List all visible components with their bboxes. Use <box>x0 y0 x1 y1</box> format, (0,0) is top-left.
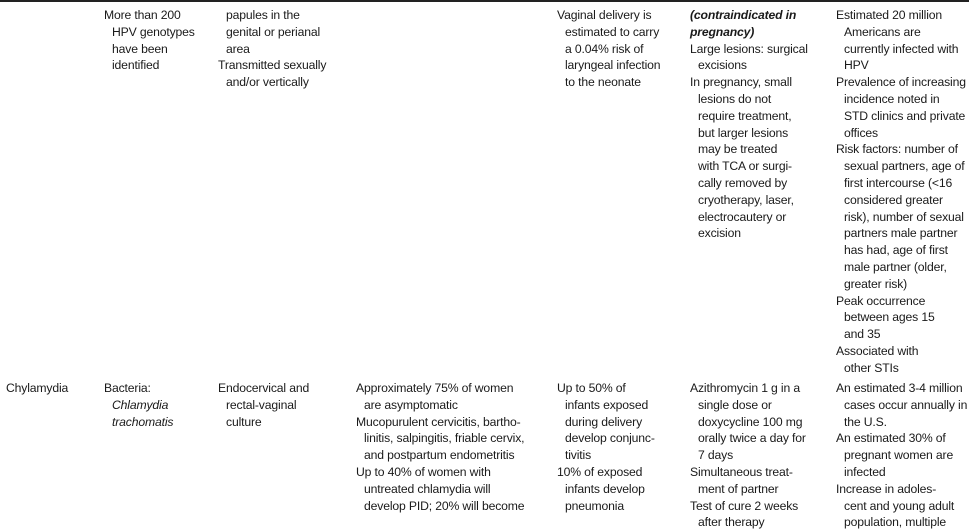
chlamydia-signs-cervicitis: Mucopurulent cervicitis, bartho- linitis, salpingitis, friable cervix, and postpartum endometritis <box>356 414 525 463</box>
chlamydia-signs-asymptomatic: Approximately 75% of women are asymptomatic <box>356 381 514 412</box>
chlamydia-epidemiology-cell <box>836 380 969 531</box>
chlamydia-organism-label: Bacteria: <box>104 381 151 395</box>
hpv-organism-cell <box>104 7 210 74</box>
chlamydia-signs-cell <box>356 380 552 514</box>
chlamydia-organism-cell <box>104 380 210 430</box>
chlamydia-epi-annual-cases: An estimated 3-4 million cases occur annually in the U.S. <box>836 381 968 429</box>
chlamydia-treatment-azithromycin: Azithromycin 1 g in a single dose or doxycycline 100 mg orally twice a day for 7 days <box>690 381 806 463</box>
chlamydia-disease-cell <box>6 380 96 397</box>
chlamydia-treatment-test-of-cure: Test of cure 2 weeks after therapy <box>690 498 799 530</box>
hpv-epi-associated: Associated with other STIs <box>836 343 919 375</box>
chlamydia-organism-name: Chlamydia trachomatis <box>112 397 174 429</box>
chlamydia-disease-name: Chylamydia <box>6 381 69 395</box>
chlamydia-epi-increase: Increase in adoles- cent and young adult population, multiple <box>836 481 955 530</box>
hpv-transmission-cell <box>218 7 348 91</box>
table-top-rule <box>0 0 969 2</box>
hpv-transmission-continued: papules in the genital or perianal area <box>226 8 321 56</box>
hpv-epi-peak: Peak occurrence between ages 15 and 35 <box>836 293 935 342</box>
chlamydia-neonatal-pneumonia: 10% of exposed infants develop pneumonia <box>557 464 645 513</box>
hpv-epi-prevalence: Prevalence of increasing incidence noted in STD clinics and private offices <box>836 75 966 140</box>
hpv-treatment-note: (contraindicated in pregnancy) <box>690 8 797 39</box>
chlamydia-neonatal-conjunctivitis: Up to 50% of infants exposed during delivery develop conjunc- tivitis <box>557 381 655 463</box>
chlamydia-signs-pid: Up to 40% of women with untreated chlamydia will develop PID; 20% will become <box>356 464 525 513</box>
hpv-treatment-pregnancy: In pregnancy, small lesions do not require treatment, but larger lesions may be treated with TCA or surgi- cally removed by cryotherapy, laser, electrocautery or excision <box>690 75 794 241</box>
hpv-treatment-cell <box>690 7 830 242</box>
hpv-transmission-text: Transmitted sexually and/or vertically <box>218 58 327 90</box>
chlamydia-epi-pregnant: An estimated 30% of pregnant women are infected <box>836 431 954 479</box>
hpv-organism-text: More than 200 HPV genotypes have been identified <box>104 8 195 73</box>
chlamydia-treatment-partner: Simultaneous treat- ment of partner <box>690 464 793 496</box>
hpv-epidemiology-cell <box>836 7 969 377</box>
hpv-epi-risk-factors: Risk factors: number of sexual partners, age of first intercourse (<16 considered greater risk), number of sexual partners male partner has had, age of first male partner (older, greater risk) <box>836 142 965 291</box>
chlamydia-neonatal-cell <box>557 380 685 514</box>
chlamydia-transmission-cell <box>218 380 348 430</box>
hpv-epi-estimated: Estimated 20 million Americans are currently infected with HPV <box>836 8 959 73</box>
chlamydia-treatment-cell <box>690 380 830 531</box>
hpv-treatment-large: Large lesions: surgical excisions <box>690 41 808 73</box>
chlamydia-transmission-text: Endocervical and rectal-vaginal culture <box>218 381 310 429</box>
hpv-neonatal-text: Vaginal delivery is estimated to carry a 0.04% risk of laryngeal infection to the neonate <box>557 8 661 90</box>
hpv-neonatal-cell <box>557 7 685 91</box>
